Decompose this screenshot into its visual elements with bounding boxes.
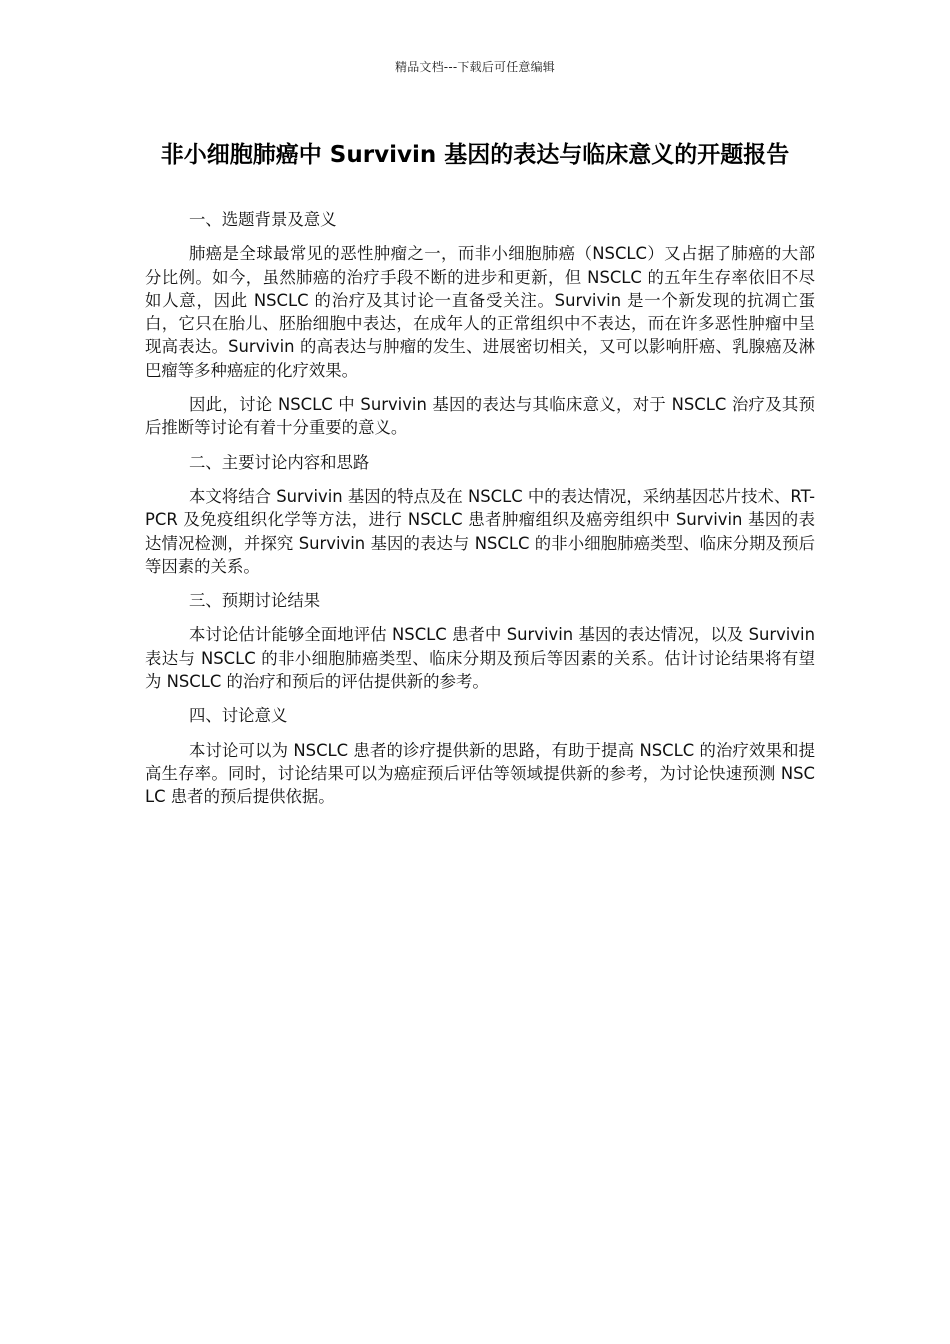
header-note: 精品文档---下载后可任意编辑 xyxy=(395,60,555,74)
document-title: 非小细胞肺癌中 Survivin 基因的表达与临床意义的开题报告 xyxy=(160,142,790,168)
paragraph-importance: 本讨论可以为 NSCLC 患者的诊疗提供新的思路，有助于提高 NSCLC 的治疗效果和提高生存率。同时，讨论结果可以为癌症预后评估等领域提供新的参考，为讨论快速预测 NSCLC 患者的预后提供依据。 xyxy=(145,740,815,807)
paragraph-content: 本文将结合 Survivin 基因的特点及在 NSCLC 中的表达情况，采纳基因芯片技术、RT-PCR 及免疫组织化学等方法，进行 NSCLC 患者肿瘤组织及癌旁组织中 Survivin 基因的表达情况检测，并探究 Survivin 基因的表达与 NSCLC 的非小细胞肺癌类型、临床分期及预后等因素的关系。 xyxy=(145,486,815,576)
section-heading-importance: 四、讨论意义 xyxy=(189,706,288,726)
paragraph-expected-results: 本讨论估计能够全面地评估 NSCLC 患者中 Survivin 基因的表达情况，以及 Survivin 表达与 NSCLC 的非小细胞肺癌类型、临床分期及预后等因素的关系。估计讨论结果将有望为 NSCLC 的治疗和预后的评估提供新的参考。 xyxy=(145,625,815,692)
paragraph-significance: 因此，讨论 NSCLC 中 Survivin 基因的表达与其临床意义，对于 NSCLC 治疗及其预后推断等讨论有着十分重要的意义。 xyxy=(145,395,815,438)
section-heading-content: 二、主要讨论内容和思路 xyxy=(189,452,370,472)
document-body xyxy=(145,208,815,820)
paragraph-background: 肺癌是全球最常见的恶性肿瘤之一，而非小细胞肺癌（NSCLC）又占据了肺癌的大部分比例。如今，虽然肺癌的治疗手段不断的进步和更新，但 NSCLC 的五年生存率依旧不尽如人意，因此 NSCLC 的治疗及其讨论一直备受关注。Survivin 是一个新发现的抗凋亡蛋白，它只在胎儿、胚胎细胞中表达，在成年人的正常组织中不表达，而在许多恶性肿瘤中呈现高表达。Survivin 的高表达与肿瘤的发生、进展密切相关，又可以影响肝癌、乳腺癌及淋巴瘤等多种癌症的化疗效果。 xyxy=(145,244,815,380)
section-heading-background: 一、选题背景及意义 xyxy=(189,210,337,229)
section-heading-expected-results: 三、预期讨论结果 xyxy=(189,591,321,611)
